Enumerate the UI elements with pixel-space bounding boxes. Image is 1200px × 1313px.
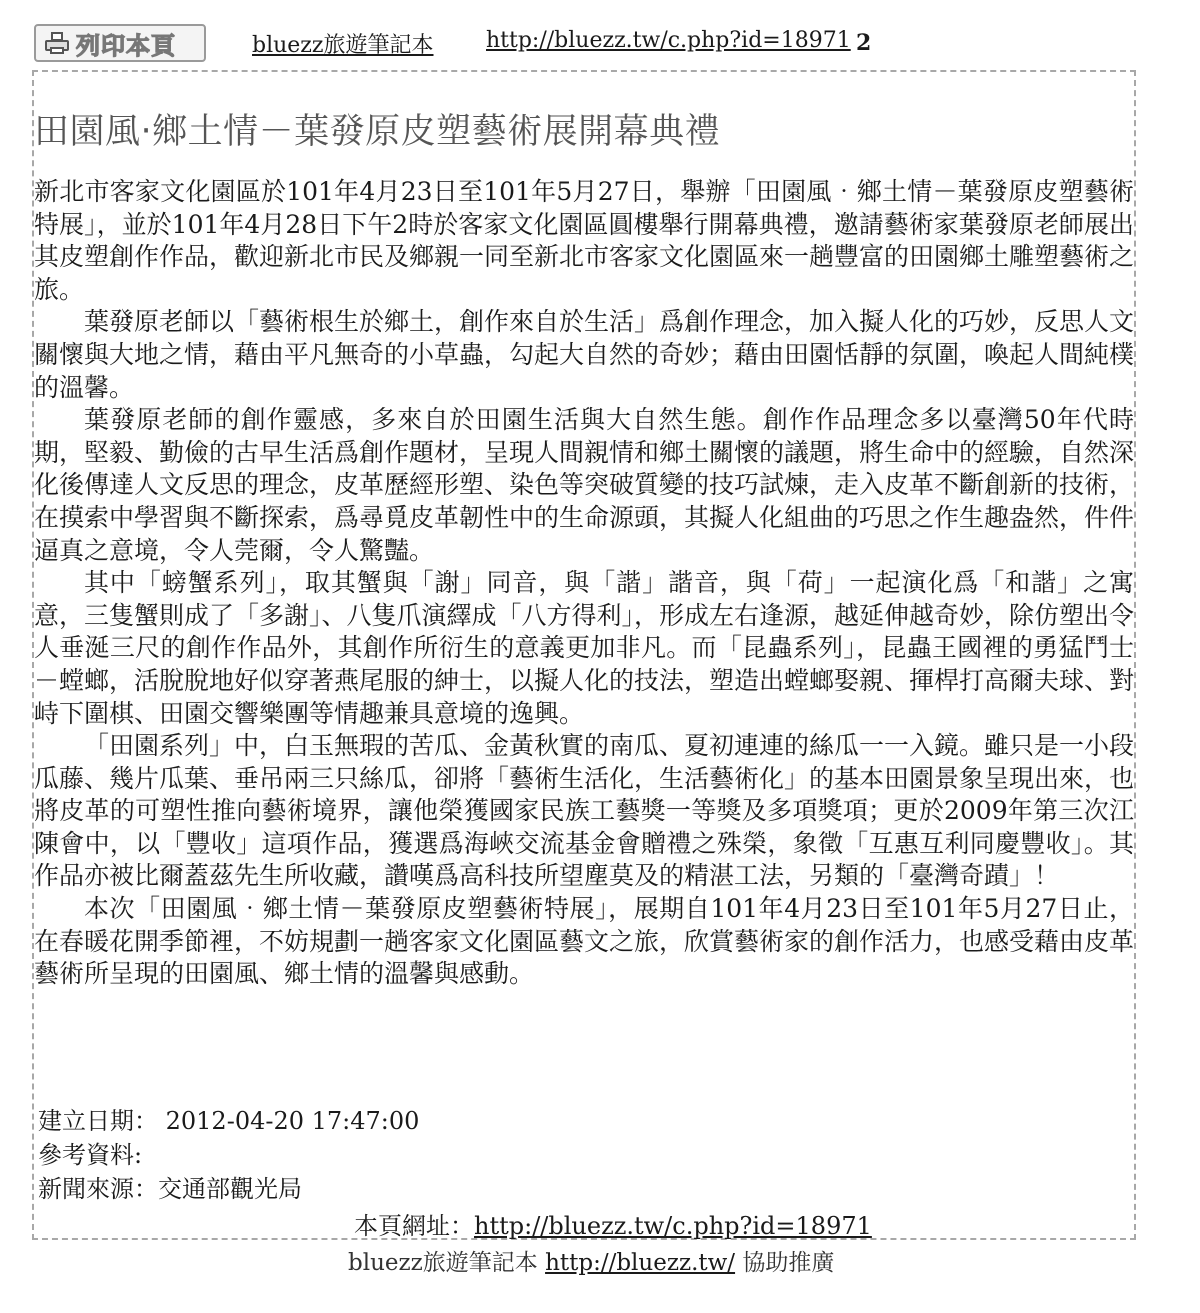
page-url-line <box>354 1206 872 1241</box>
footer-suffix: 協助推廣 <box>742 1250 835 1276</box>
article-paragraph: 本次「田園風‧鄉土情－葉發原皮塑藝術特展」，展期自101年4月23日至101年5月27日止，在春暖花開季節裡，不妨規劃一趟客家文化園區藝文之旅，欣賞藝術家的創作活力，也感受藉由皮革藝術所呈現的田園風、鄉土情的溫馨與感動。 <box>34 894 1135 989</box>
page-url-link[interactable]: http://bluezz.tw/c.php?id=18971 <box>486 28 851 53</box>
page-number: 2 <box>856 30 872 56</box>
article-paragraph: 其中「螃蟹系列」，取其蟹與「謝」同音，與「諧」諧音，與「荷」一起演化爲「和諧」之寓意，三隻蟹則成了「多謝」、八隻爪演繹成「八方得利」，形成左右逢源，越延伸越奇妙，除仿塑出令人垂涎三尺的創作作品外，其創作所衍生的意義更加非凡。而「昆蟲系列」，昆蟲王國裡的勇猛鬥士－螳螂，活脫脫地好似穿著燕尾服的紳士，以擬人化的技法，塑造出螳螂娶親、揮桿打高爾夫球、對峙下圍棋、田園交響樂團等情趣兼具意境的逸興。 <box>34 568 1135 728</box>
reference-label: 參考資料: <box>38 1141 143 1169</box>
footer-site-name: bluezz旅遊筆記本 <box>348 1250 538 1276</box>
print-button-label: 列印本頁 <box>76 31 176 60</box>
page-url-footer-link[interactable]: http://bluezz.tw/c.php?id=18971 <box>474 1212 872 1240</box>
site-name-link[interactable]: bluezz旅遊筆記本 <box>252 33 434 58</box>
top-bar <box>34 24 1174 64</box>
article-title: 田園風‧鄉土情－葉發原皮塑藝術展開幕典禮 <box>34 112 721 152</box>
article-paragraph: 新北市客家文化園區於101年4月23日至101年5月27日，舉辦「田園風‧鄉土情－葉發原皮塑藝術特展」，並於101年4月28日下午2時於客家文化園區圓樓舉行開幕典禮，邀請藝術家葉發原老師展出其皮塑創作作品，歡迎新北市民及鄉親一同至新北市客家文化園區來一趟豐富的田園鄉土雕塑藝術之旅。 <box>34 177 1135 304</box>
article-paragraph: 葉發原老師以「藝術根生於鄉土，創作來自於生活」爲創作理念，加入擬人化的巧妙，反思人文關懷與大地之情，藉由平凡無奇的小草蟲，勾起大自然的奇妙；藉由田園恬靜的氛圍，喚起人間純樸的溫馨。 <box>34 307 1135 402</box>
article-body <box>34 176 1134 991</box>
printer-icon <box>44 31 70 55</box>
footer <box>348 1244 834 1277</box>
footer-site-link[interactable]: http://bluezz.tw/ <box>545 1250 736 1276</box>
article-meta <box>38 1104 638 1206</box>
print-page-button[interactable] <box>34 24 206 62</box>
news-source: 新聞來源：交通部觀光局 <box>38 1175 302 1203</box>
article-paragraph: 「田園系列」中，白玉無瑕的苦瓜、金黃秋實的南瓜、夏初連連的絲瓜一一入鏡。雖只是一小段瓜藤、幾片瓜葉、垂吊兩三只絲瓜，卻將「藝術生活化，生活藝術化」的基本田園景象呈現出來，也將皮革的可塑性推向藝術境界，讓他榮獲國家民族工藝獎一等獎及多項獎項；更於2009年第三次江陳會中，以「豐收」這項作品，獲選爲海峽交流基金會贈禮之殊榮，象徵「互惠互利同慶豐收」。其作品亦被比爾蓋茲先生所收藏，讚嘆爲高科技所望塵莫及的精湛工法，另類的「臺灣奇蹟」！ <box>34 731 1135 891</box>
created-date: 建立日期： 2012-04-20 17:47:00 <box>38 1107 420 1135</box>
article-paragraph: 葉發原老師的創作靈感，多來自於田園生活與大自然生態。創作作品理念多以臺灣50年代時期，堅毅、勤儉的古早生活爲創作題材，呈現人間親情和鄉土關懷的議題，將生命中的經驗，自然深化後傳達人文反思的理念，皮革歷經形塑、染色等突破質變的技巧試煉，走入皮革不斷創新的技術，在摸索中學習與不斷探索，爲尋覓皮革韌性中的生命源頭，其擬人化組曲的巧思之作生趣盎然，件件逼真之意境，令人莞爾，令人驚豔。 <box>34 405 1135 565</box>
page-url-label: 本頁網址： <box>354 1212 474 1240</box>
